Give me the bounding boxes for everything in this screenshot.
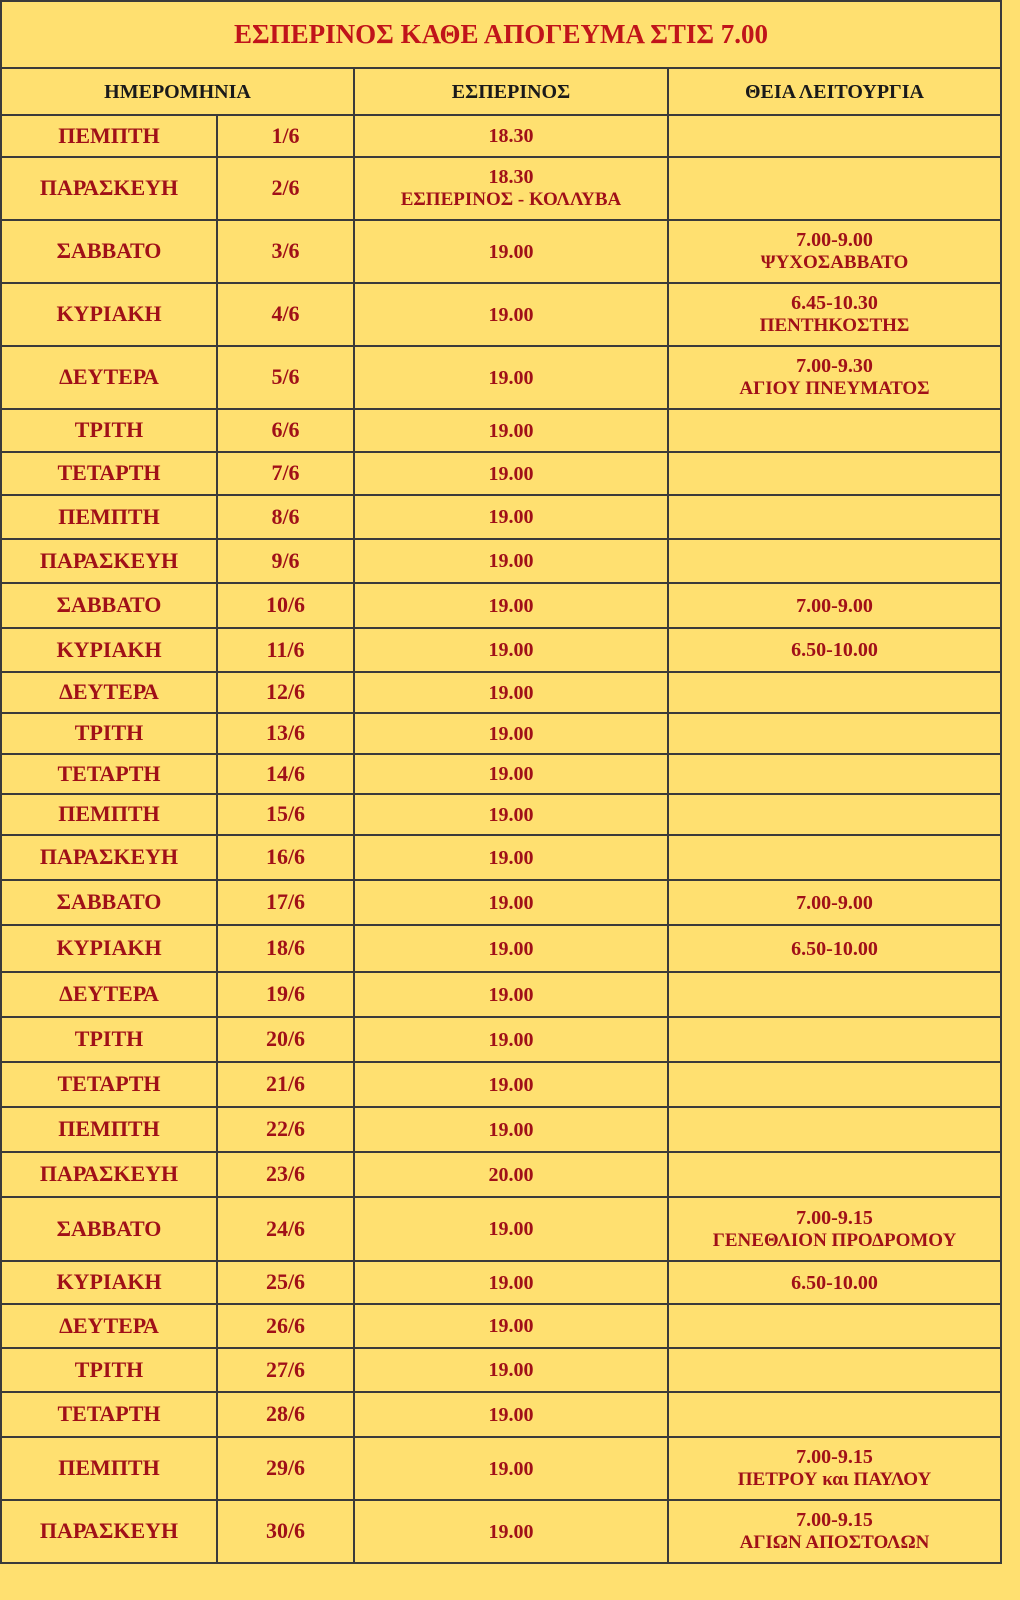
date-cell (217, 1197, 354, 1261)
liturgy-cell (668, 672, 1001, 713)
date-cell (217, 409, 354, 452)
table-row (1, 1062, 1001, 1107)
table-row (1, 713, 1001, 754)
vespers-cell (354, 1392, 668, 1437)
liturgy-cell (668, 409, 1001, 452)
vespers-cell (354, 452, 668, 495)
date-value: 15/6 (265, 801, 306, 827)
liturgy-note: ΓΕΝΕΘΛΙΟΝ ΠΡΟΔΡΟΜΟΥ (712, 1229, 957, 1251)
liturgy-cell (668, 1017, 1001, 1062)
vespers-time: 18.30 (488, 166, 534, 189)
vespers-cell (354, 283, 668, 346)
day-cell (1, 157, 217, 220)
vespers-cell (354, 672, 668, 713)
table-row (1, 1017, 1001, 1062)
liturgy-time: 6.50-10.00 (791, 639, 878, 661)
liturgy-cell (668, 283, 1001, 346)
date-value: 7/6 (271, 460, 300, 486)
date-cell (217, 1304, 354, 1348)
day-cell (1, 1437, 217, 1500)
table-row (1, 794, 1001, 835)
date-value: 5/6 (271, 364, 300, 390)
liturgy-cell (668, 1500, 1001, 1563)
vespers-cell (354, 880, 668, 925)
table-row (1, 835, 1001, 880)
day-name: ΠΑΡΑΣΚΕΥΗ (39, 1518, 179, 1544)
date-value: 4/6 (271, 301, 300, 327)
date-cell (217, 1261, 354, 1304)
liturgy-note: ΠΕΝΤΗΚΟΣΤΗΣ (759, 315, 910, 337)
liturgy-time: 7.00-9.15 (796, 1206, 873, 1229)
day-name: ΔΕΥΤΕΡΑ (59, 1312, 159, 1338)
date-cell (217, 283, 354, 346)
table-row (1, 754, 1001, 794)
day-cell (1, 754, 217, 794)
liturgy-cell (668, 1107, 1001, 1152)
vespers-time: 18.30 (488, 125, 534, 147)
table-row (1, 539, 1001, 583)
day-cell (1, 628, 217, 672)
day-cell (1, 452, 217, 495)
date-cell (217, 220, 354, 283)
vespers-time: 19.00 (488, 722, 534, 745)
vespers-cell (354, 1197, 668, 1261)
day-cell (1, 1017, 217, 1062)
table-row (1, 409, 1001, 452)
day-cell (1, 115, 217, 157)
vespers-time: 19.00 (488, 639, 534, 661)
day-name: ΤΕΤΑΡΤΗ (57, 1071, 161, 1097)
vespers-time: 19.00 (488, 419, 534, 442)
vespers-cell (354, 1500, 668, 1563)
vespers-time: 19.00 (488, 1118, 534, 1141)
table-row (1, 925, 1001, 972)
day-cell (1, 495, 217, 539)
date-value: 26/6 (265, 1312, 306, 1338)
liturgy-note: ΨΥΧΟΣΑΒΒΑΤΟ (760, 252, 909, 274)
liturgy-cell (668, 1437, 1001, 1500)
liturgy-cell (668, 452, 1001, 495)
liturgy-cell (668, 220, 1001, 283)
day-name: ΚΥΡΙΑΚΗ (56, 301, 162, 327)
day-cell (1, 1261, 217, 1304)
vespers-cell (354, 628, 668, 672)
day-name: ΠΑΡΑΣΚΕΥΗ (39, 175, 179, 201)
day-name: ΠΕΜΠΤΗ (58, 1116, 160, 1142)
day-cell (1, 925, 217, 972)
day-cell (1, 972, 217, 1017)
date-value: 20/6 (265, 1026, 306, 1052)
day-cell (1, 713, 217, 754)
liturgy-cell (668, 794, 1001, 835)
date-value: 19/6 (265, 981, 306, 1007)
title-row (1, 1, 1001, 68)
liturgy-time: 7.00-9.15 (796, 1446, 873, 1469)
date-value: 24/6 (265, 1215, 306, 1241)
vespers-time: 19.00 (488, 550, 534, 572)
liturgy-cell (668, 835, 1001, 880)
vespers-cell (354, 835, 668, 880)
vespers-time: 19.00 (488, 1403, 534, 1426)
date-cell (217, 925, 354, 972)
date-value: 18/6 (265, 935, 306, 961)
day-cell (1, 283, 217, 346)
date-value: 13/6 (265, 720, 306, 746)
liturgy-cell (668, 539, 1001, 583)
vespers-cell (354, 539, 668, 583)
liturgy-cell (668, 1197, 1001, 1261)
day-cell (1, 1152, 217, 1197)
liturgy-cell (668, 713, 1001, 754)
day-cell (1, 1500, 217, 1563)
date-value: 21/6 (265, 1071, 306, 1097)
day-name: ΤΕΤΑΡΤΗ (57, 1401, 161, 1427)
day-name: ΠΕΜΠΤΗ (58, 503, 160, 529)
vespers-cell (354, 794, 668, 835)
vespers-time: 19.00 (488, 937, 534, 960)
vespers-cell (354, 925, 668, 972)
table-row (1, 346, 1001, 409)
vespers-time: 19.00 (488, 506, 534, 528)
day-name: ΣΑΒΒΑΤΟ (56, 889, 162, 915)
day-name: ΠΑΡΑΣΚΕΥΗ (39, 1161, 179, 1187)
vespers-time: 19.00 (488, 1520, 534, 1543)
vespers-time: 19.00 (488, 594, 534, 617)
date-cell (217, 157, 354, 220)
date-value: 29/6 (265, 1455, 306, 1481)
liturgy-note: ΑΓΙΟΥ ΠΝΕΥΜΑΤΟΣ (739, 378, 930, 400)
table-row (1, 1392, 1001, 1437)
vespers-cell (354, 409, 668, 452)
date-cell (217, 672, 354, 713)
day-cell (1, 1197, 217, 1261)
vespers-time: 19.00 (488, 240, 534, 263)
table-row (1, 115, 1001, 157)
vespers-time: 19.00 (488, 681, 534, 704)
day-cell (1, 794, 217, 835)
day-cell (1, 346, 217, 409)
day-cell (1, 835, 217, 880)
table-row (1, 220, 1001, 283)
day-name: ΤΕΤΑΡΤΗ (57, 760, 161, 786)
header-liturgy: ΘΕΙΑ ΛΕΙΤΟΥΡΓΙΑ (668, 68, 1001, 115)
liturgy-cell (668, 583, 1001, 628)
day-name: ΤΡΙΤΗ (74, 1026, 144, 1052)
date-value: 17/6 (265, 889, 306, 915)
liturgy-cell (668, 346, 1001, 409)
date-value: 2/6 (271, 175, 300, 201)
day-name: ΠΕΜΠΤΗ (58, 1455, 160, 1481)
day-name: ΠΕΜΠΤΗ (58, 122, 160, 148)
date-value: 10/6 (265, 592, 306, 618)
vespers-time: 19.00 (488, 846, 534, 869)
date-value: 23/6 (265, 1161, 306, 1187)
date-value: 14/6 (265, 760, 306, 786)
day-name: ΔΕΥΤΕΡΑ (59, 679, 159, 705)
vespers-cell (354, 754, 668, 794)
liturgy-cell (668, 628, 1001, 672)
vespers-time: 19.00 (488, 303, 534, 326)
day-name: ΚΥΡΙΑΚΗ (56, 935, 162, 961)
liturgy-cell (668, 1348, 1001, 1392)
date-cell (217, 1437, 354, 1500)
date-cell (217, 115, 354, 157)
liturgy-time: 7.00-9.00 (796, 594, 873, 617)
day-name: ΣΑΒΒΑΤΟ (56, 238, 162, 264)
date-cell (217, 1348, 354, 1392)
vespers-cell (354, 220, 668, 283)
date-cell (217, 972, 354, 1017)
vespers-time: 19.00 (488, 763, 534, 785)
liturgy-cell (668, 1062, 1001, 1107)
vespers-cell (354, 583, 668, 628)
liturgy-cell (668, 1304, 1001, 1348)
day-name: ΠΕΜΠΤΗ (58, 801, 160, 827)
table-row (1, 880, 1001, 925)
date-cell (217, 583, 354, 628)
date-cell (217, 794, 354, 835)
day-cell (1, 1392, 217, 1437)
header-date: ΗΜΕΡΟΜΗΝΙΑ (1, 68, 354, 115)
table-row (1, 1500, 1001, 1563)
date-cell (217, 539, 354, 583)
day-name: ΣΑΒΒΑΤΟ (56, 592, 162, 618)
liturgy-time: 6.50-10.00 (791, 937, 878, 960)
table-row (1, 157, 1001, 220)
vespers-time: 19.00 (488, 1271, 534, 1294)
day-name: ΤΡΙΤΗ (74, 1356, 144, 1382)
vespers-time: 19.00 (488, 1315, 534, 1337)
liturgy-time: 7.00-9.00 (796, 891, 873, 914)
table-row (1, 1348, 1001, 1392)
header-row (1, 68, 1001, 115)
day-cell (1, 1107, 217, 1152)
liturgy-time: 7.00-9.15 (796, 1509, 873, 1532)
date-cell (217, 1392, 354, 1437)
date-value: 1/6 (271, 122, 300, 148)
liturgy-time: 7.00-9.30 (796, 355, 873, 378)
date-value: 28/6 (265, 1401, 306, 1427)
date-cell (217, 713, 354, 754)
day-cell (1, 880, 217, 925)
vespers-cell (354, 1348, 668, 1392)
vespers-time: 19.00 (488, 1359, 534, 1381)
table-row (1, 283, 1001, 346)
day-cell (1, 1304, 217, 1348)
day-cell (1, 672, 217, 713)
vespers-cell (354, 115, 668, 157)
day-name: ΠΑΡΑΣΚΕΥΗ (39, 547, 179, 573)
table-row (1, 495, 1001, 539)
date-cell (217, 1152, 354, 1197)
liturgy-note: ΠΕΤΡΟΥ και ΠΑΥΛΟΥ (737, 1469, 932, 1491)
header-vespers: ΕΣΠΕΡΙΝΟΣ (354, 68, 668, 115)
day-cell (1, 409, 217, 452)
vespers-cell (354, 1304, 668, 1348)
date-cell (217, 1062, 354, 1107)
vespers-time: 19.00 (488, 803, 534, 826)
date-value: 6/6 (271, 417, 300, 443)
day-cell (1, 583, 217, 628)
date-value: 27/6 (265, 1356, 306, 1382)
page-title: ΕΣΠΕΡΙΝΟΣ ΚΑΘΕ ΑΠΟΓΕΥΜΑ ΣΤΙΣ 7.00 (1, 1, 1001, 68)
date-value: 11/6 (266, 636, 305, 662)
date-value: 12/6 (265, 679, 306, 705)
date-cell (217, 346, 354, 409)
vespers-cell (354, 972, 668, 1017)
date-cell (217, 495, 354, 539)
date-cell (217, 835, 354, 880)
day-name: ΤΡΙΤΗ (74, 417, 144, 443)
liturgy-cell (668, 115, 1001, 157)
liturgy-cell (668, 925, 1001, 972)
vespers-cell (354, 1017, 668, 1062)
liturgy-cell (668, 1152, 1001, 1197)
vespers-time: 19.00 (488, 1457, 534, 1480)
vespers-time: 20.00 (488, 1163, 534, 1186)
vespers-cell (354, 346, 668, 409)
table-row (1, 1261, 1001, 1304)
vespers-cell (354, 1261, 668, 1304)
table-row (1, 1152, 1001, 1197)
table-row (1, 1107, 1001, 1152)
liturgy-cell (668, 880, 1001, 925)
vespers-time: 19.00 (488, 1028, 534, 1051)
table-row (1, 583, 1001, 628)
liturgy-cell (668, 972, 1001, 1017)
date-value: 16/6 (265, 844, 306, 870)
vespers-cell (354, 1437, 668, 1500)
date-cell (217, 1107, 354, 1152)
vespers-time: 19.00 (488, 1218, 534, 1240)
day-cell (1, 539, 217, 583)
table-row (1, 628, 1001, 672)
date-value: 8/6 (271, 503, 300, 529)
vespers-cell (354, 495, 668, 539)
vespers-cell (354, 1107, 668, 1152)
day-name: ΠΑΡΑΣΚΕΥΗ (39, 844, 179, 870)
table-row (1, 1304, 1001, 1348)
liturgy-time: 6.50-10.00 (791, 1271, 878, 1294)
vespers-time: 19.00 (488, 983, 534, 1006)
day-name: ΤΕΤΑΡΤΗ (57, 460, 161, 486)
day-name: ΚΥΡΙΑΚΗ (56, 1269, 162, 1295)
vespers-note: ΕΣΠΕΡΙΝΟΣ - ΚΟΛΛΥΒΑ (400, 189, 622, 211)
date-value: 3/6 (271, 238, 300, 264)
date-cell (217, 1017, 354, 1062)
date-value: 9/6 (271, 547, 300, 573)
table-row (1, 1437, 1001, 1500)
date-value: 25/6 (265, 1269, 306, 1295)
liturgy-cell (668, 1392, 1001, 1437)
vespers-cell (354, 1062, 668, 1107)
date-cell (217, 754, 354, 794)
vespers-time: 19.00 (488, 366, 534, 389)
table-row (1, 672, 1001, 713)
date-cell (217, 628, 354, 672)
date-cell (217, 1500, 354, 1563)
vespers-time: 19.00 (488, 1073, 534, 1096)
day-cell (1, 1062, 217, 1107)
day-cell (1, 220, 217, 283)
vespers-cell (354, 713, 668, 754)
table-row (1, 1197, 1001, 1261)
vespers-cell (354, 1152, 668, 1197)
vespers-time: 19.00 (488, 462, 534, 485)
table-row (1, 972, 1001, 1017)
liturgy-time: 7.00-9.00 (796, 229, 873, 252)
liturgy-note: ΑΓΙΩΝ ΑΠΟΣΤΟΛΩΝ (739, 1532, 930, 1554)
liturgy-cell (668, 754, 1001, 794)
schedule-rows (1, 115, 1001, 1563)
liturgy-cell (668, 1261, 1001, 1304)
date-value: 30/6 (265, 1518, 306, 1544)
day-name: ΚΥΡΙΑΚΗ (56, 636, 162, 662)
vespers-time: 19.00 (488, 891, 534, 914)
date-cell (217, 880, 354, 925)
day-name: ΤΡΙΤΗ (74, 720, 144, 746)
date-cell (217, 452, 354, 495)
liturgy-cell (668, 495, 1001, 539)
vespers-cell (354, 157, 668, 220)
date-value: 22/6 (265, 1116, 306, 1142)
liturgy-cell (668, 157, 1001, 220)
day-name: ΣΑΒΒΑΤΟ (56, 1215, 162, 1241)
table-row (1, 452, 1001, 495)
day-name: ΔΕΥΤΕΡΑ (59, 981, 159, 1007)
liturgy-time: 6.45-10.30 (791, 292, 878, 315)
day-cell (1, 1348, 217, 1392)
day-name: ΔΕΥΤΕΡΑ (59, 364, 159, 390)
